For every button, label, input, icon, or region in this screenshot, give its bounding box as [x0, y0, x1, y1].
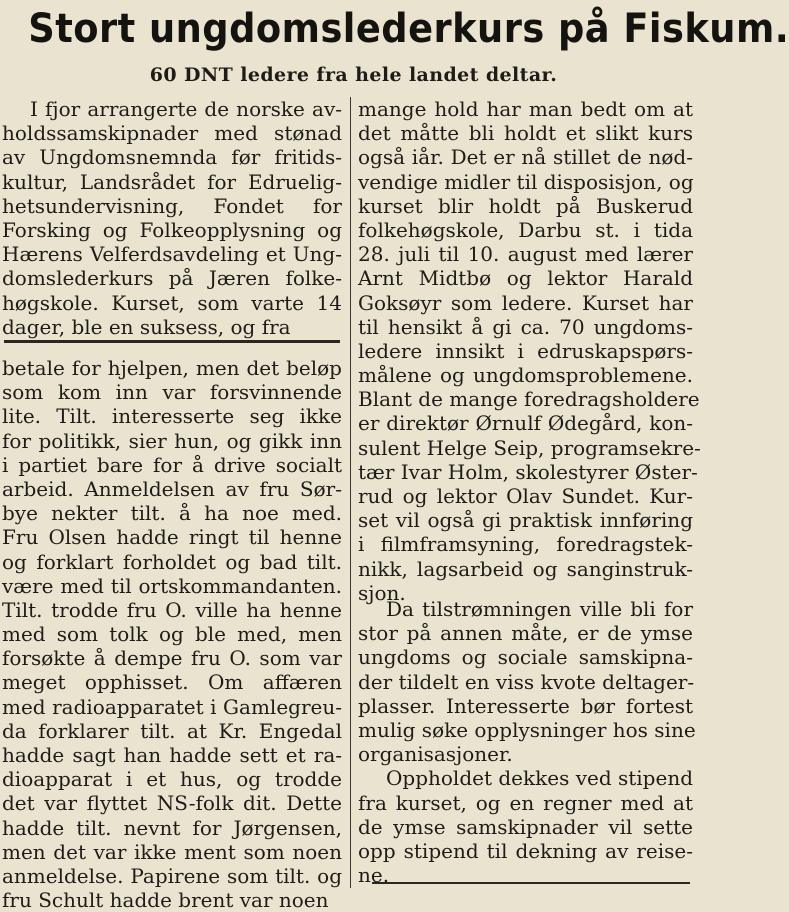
article-divider	[4, 340, 340, 343]
text-line: som kom inn var forsvinnende	[2, 380, 342, 405]
text-line: til hensikt å gi ca. 70 ungdoms-	[358, 314, 693, 339]
text-line: dager, ble en suksess, og fra	[2, 314, 291, 339]
text-line: Tilt. trodde fru O. ville ha henne	[2, 597, 342, 622]
text-line: mange hold har man bedt om at	[358, 97, 693, 121]
text-line: folkehøgskole, Darbu st. i tida	[358, 217, 693, 242]
text-line: også iår. Det er nå stillet de nød-	[358, 145, 693, 170]
text-line: hadde tilt. nevnt for Jørgensen,	[2, 815, 342, 840]
text-line: med som tolk og ble med, men	[2, 622, 342, 647]
text-line: lite. Tilt. interesserte seg ikke	[2, 404, 342, 429]
text-line: stor på annen måte, er de ymse	[358, 621, 693, 646]
text-line: opp stipend til dekning av reise-	[358, 838, 693, 863]
paragraph-stipend	[358, 766, 693, 887]
right-column-bottom	[358, 597, 696, 888]
text-line: av Ungdomsnemnda før fritids-	[2, 145, 342, 170]
text-line: meget opphisset. Om affæren	[2, 670, 342, 695]
subheadline: 60 DNT ledere fra hele landet deltar.	[149, 64, 558, 86]
text-line: kultur, Landsrådet for Edruelig-	[2, 169, 342, 194]
text-line: det var flyttet NS-folk dit. Dette	[2, 791, 342, 816]
text-line: de ymse samskipnader vil sette	[358, 814, 693, 839]
text-line: med radioapparatet i Gamlegreu-	[2, 694, 342, 719]
text-line: ungdoms og sociale samskipna-	[358, 645, 693, 670]
text-line: Arnt Midtbø og lektor Harald	[358, 266, 693, 291]
text-line: sjon.	[358, 580, 406, 605]
text-line: høgskole. Kurset, som varte 14	[2, 290, 342, 315]
left-column-bottom	[2, 356, 342, 912]
text-line: dioapparat i et hus, og trodde	[2, 767, 342, 792]
text-line: nikk, lagsarbeid og sanginstruk-	[358, 556, 693, 581]
text-line: organisasjoner.	[358, 742, 513, 767]
text-line: hadde sagt han hadde sett et ra-	[2, 743, 342, 767]
text-line: fru Schult hadde brent var noen	[2, 888, 329, 912]
text-line: tær Ivar Holm, skolestyrer Øster-	[358, 459, 698, 484]
text-line: Da tilstrømningen ville bli for	[386, 597, 693, 621]
text-line: I fjor arrangerte de norske av-	[30, 97, 342, 121]
text-line: målene og ungdomsproblemene.	[358, 363, 693, 388]
text-line: Hærens Velferdsavdeling et Ung-	[2, 242, 342, 267]
text-line: Oppholdet dekkes ved stipend	[386, 766, 694, 791]
text-line: Goksøyr som ledere. Kurset har	[358, 290, 693, 315]
text-line: vendige midler til disposisjon, og	[358, 169, 694, 194]
text-line: er direktør Ørnulf Ødegård, kon-	[358, 411, 693, 436]
text-line: Forsking og Folkeopplysning og	[2, 217, 342, 242]
text-line: kurset blir holdt på Buskerud	[358, 193, 693, 218]
text-line: holdssamskipnader med stønad	[2, 121, 342, 146]
column-divider	[350, 97, 351, 888]
text-line: i filmframsyning, foredragstek-	[358, 532, 693, 557]
text-line: være med til ortskommandanten.	[2, 573, 342, 598]
text-line: Fru Olsen hadde ringt til henne	[2, 525, 342, 550]
text-line: arbeid. Anmeldelsen av fru Sør-	[2, 476, 342, 501]
text-line: der tildelt en viss kvote deltager-	[358, 669, 695, 694]
text-line: og forklart forholdet og bad tilt.	[2, 549, 342, 574]
text-line: betale for hjelpen, men det beløp	[2, 356, 342, 380]
text-line: da forklarer tilt. at Kr. Engedal	[2, 718, 342, 743]
text-line: rud og lektor Olav Sundet. Kur-	[358, 484, 693, 508]
text-line: forsøkte å dempe fru O. som var	[2, 646, 342, 671]
text-line: det måtte bli holdt et slikt kurs	[358, 121, 693, 146]
text-line: sulent Helge Seip, programsekre-	[358, 435, 701, 460]
right-column-top	[358, 97, 701, 605]
text-line: bye nekter tilt. å ha noe med.	[2, 501, 342, 526]
text-line: domslederkurs på Jæren folke-	[2, 266, 342, 291]
paragraph-quota	[358, 597, 696, 767]
left-column-top	[2, 97, 342, 339]
text-line: mulig søke opplysninger hos sine	[358, 717, 696, 742]
headline: Stort ungdomslederkurs på Fiskum.	[28, 6, 789, 52]
text-line: 28. juli til 10. august med lærer	[358, 242, 693, 267]
text-line: ledere innsikt i edruskapspørs-	[358, 338, 693, 363]
text-line: fra kurset, og en regner med at	[358, 790, 693, 815]
text-line: anmeldelse. Papirene som tilt. og	[2, 863, 342, 888]
text-line: Blant de mange foredragsholdere	[358, 387, 700, 412]
text-line: ne.	[358, 863, 390, 888]
text-line: hetsundervisning, Fondet for	[2, 193, 342, 218]
text-line: i partiet bare for å drive socialt	[2, 452, 342, 477]
text-line: men det var ikke ment som noen	[2, 839, 342, 864]
text-line: plasser. Interesserte bør fortest	[358, 693, 693, 718]
text-line: for politikk, sier hun, og gikk inn	[2, 428, 342, 453]
text-line: set vil også gi praktisk innføring	[358, 508, 693, 533]
